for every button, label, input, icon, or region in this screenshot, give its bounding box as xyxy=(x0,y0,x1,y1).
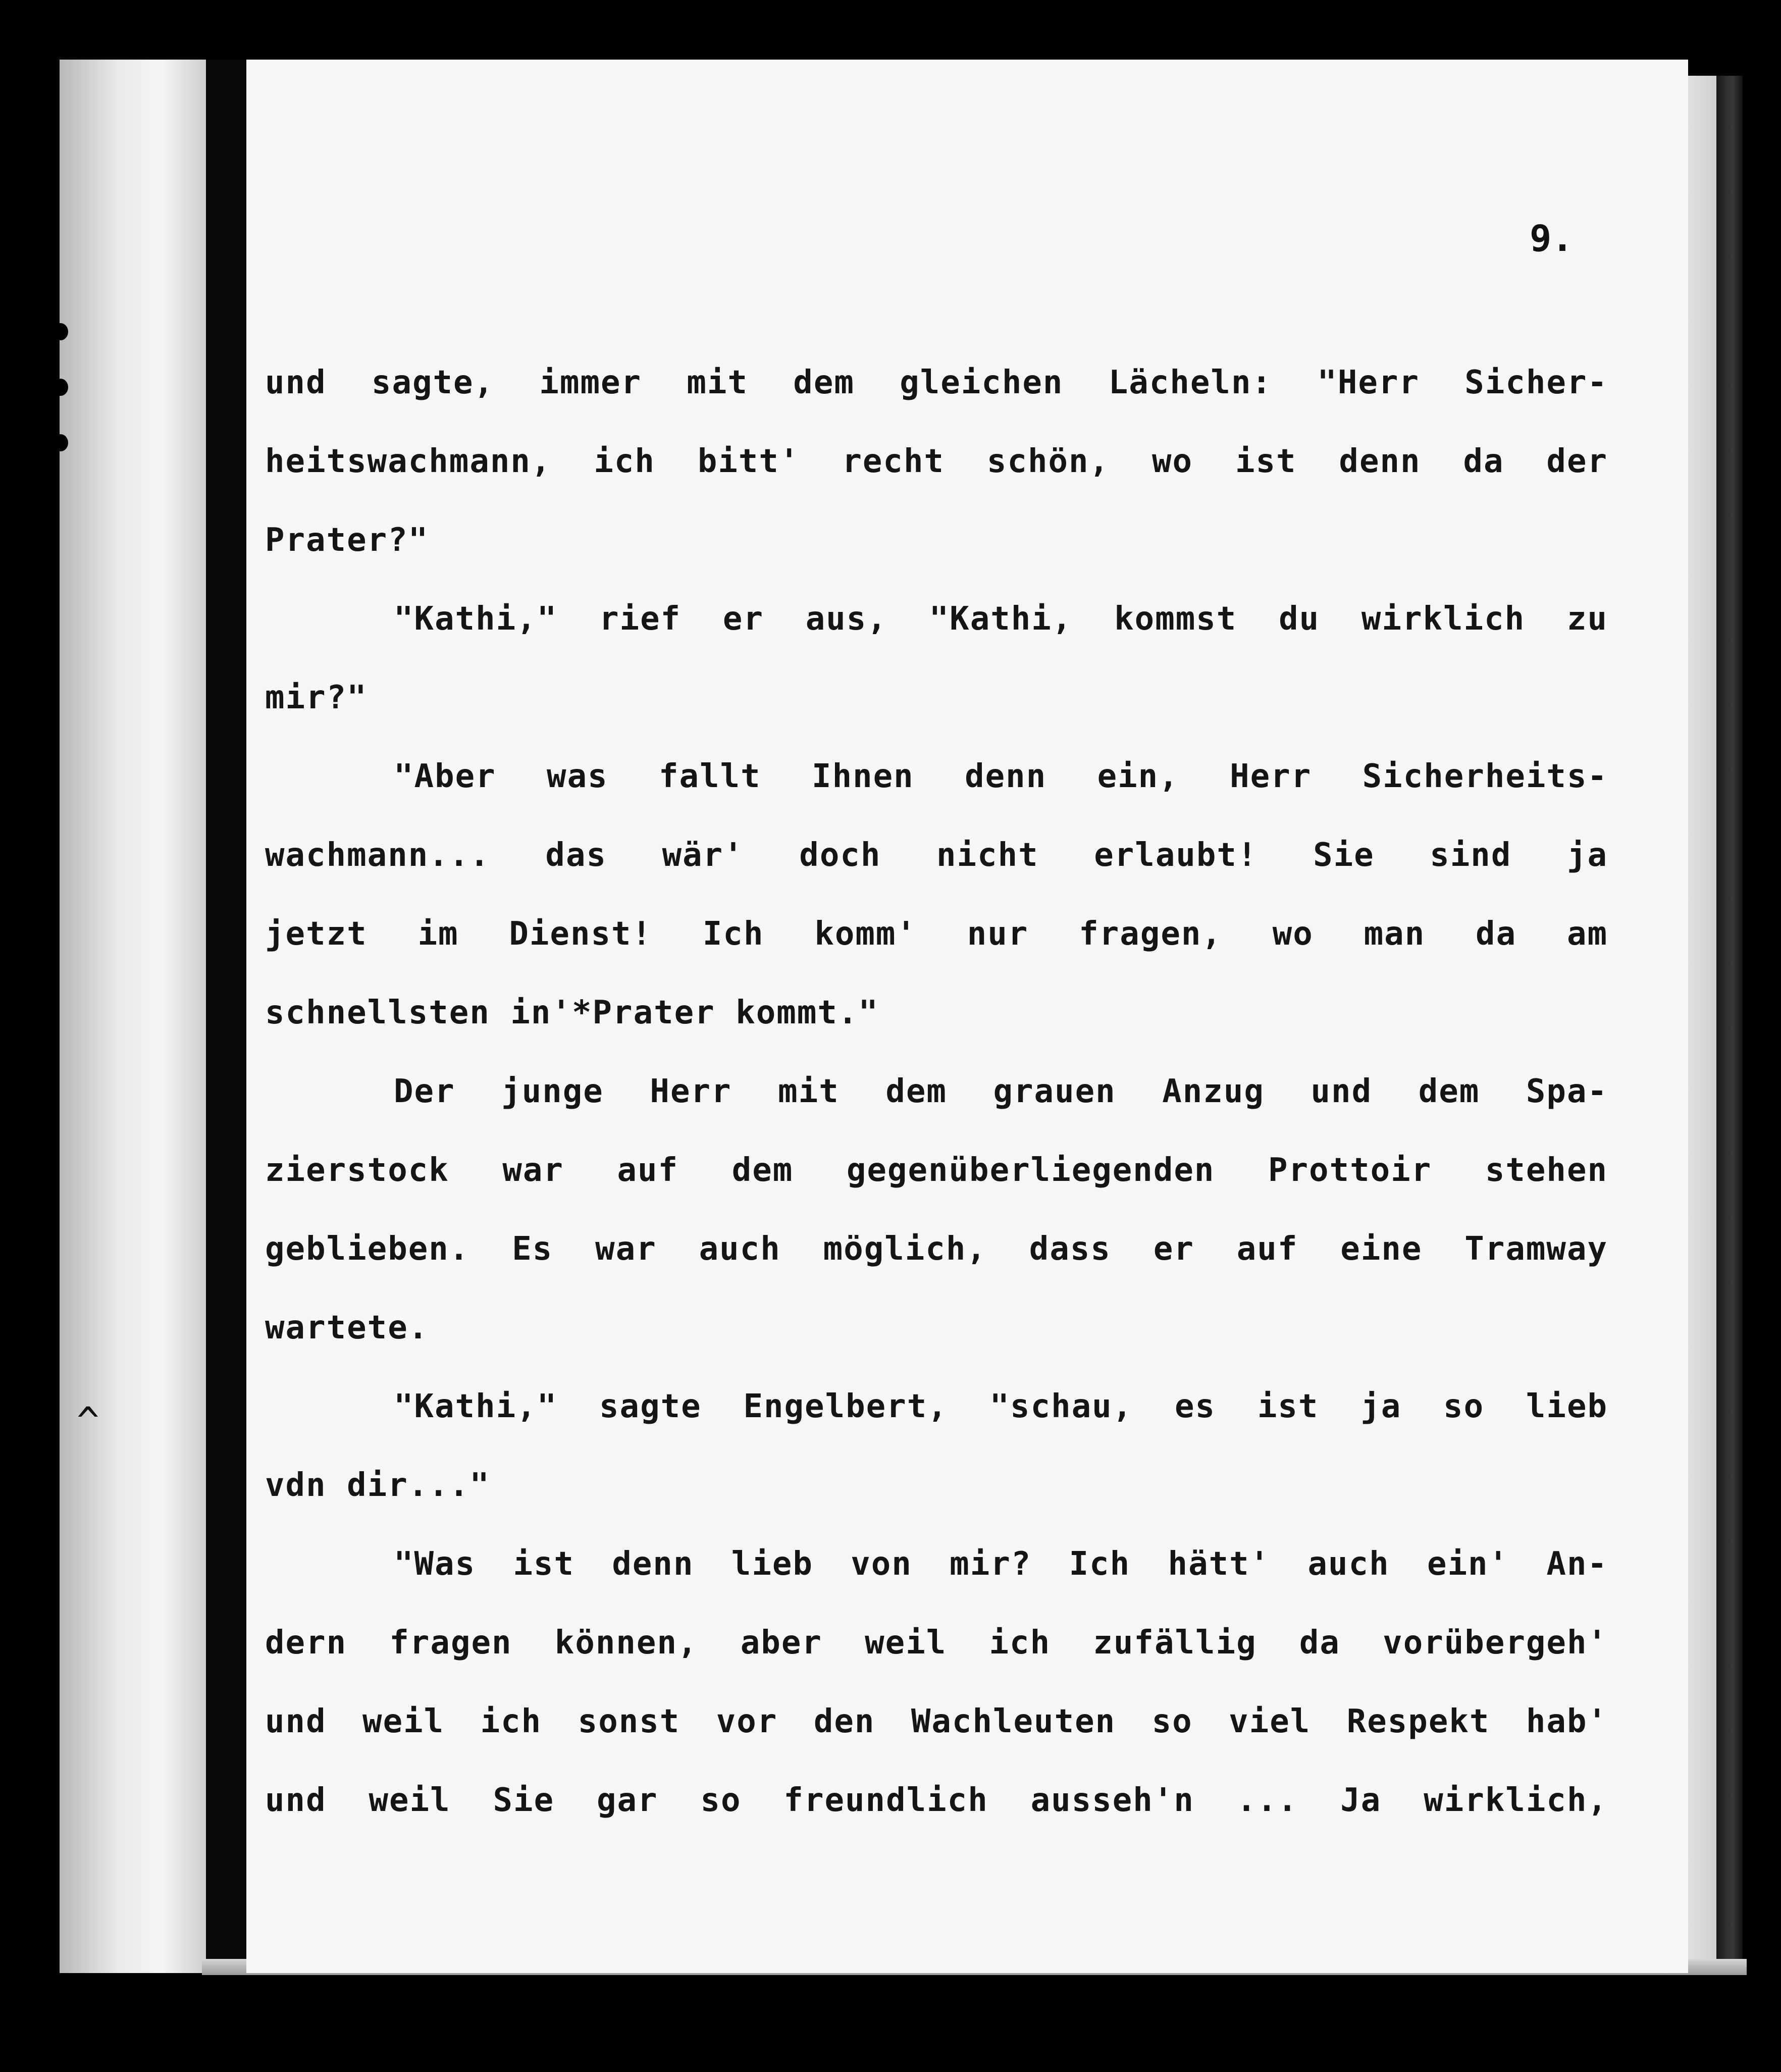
text-line: wartete. xyxy=(265,1309,429,1346)
page-number: 9. xyxy=(1530,217,1574,260)
margin-mark: ^ xyxy=(77,1400,99,1443)
text-line: "Was ist denn lieb von mir? Ich hätt' auch ein' An- xyxy=(394,1545,1608,1583)
text-line: mir?" xyxy=(265,679,368,716)
text-line: "Kathi," sagte Engelbert, "schau, es ist ja so lieb xyxy=(394,1388,1608,1425)
page-edge-right-dark xyxy=(1716,76,1743,1964)
text-line: geblieben. Es war auch möglich, dass er auf eine Tramway xyxy=(265,1230,1608,1268)
text-line: heitswachmann, ich bitt' recht schön, wo ist denn da der xyxy=(265,443,1608,480)
text-line: schnellsten in'*Prater kommt." xyxy=(265,994,879,1031)
text-line: jetzt im Dienst! Ich komm' nur fragen, wo man da am xyxy=(265,915,1608,953)
text-line: und weil ich sonst vor den Wachleuten so viel Respekt hab' xyxy=(265,1703,1608,1740)
text-line: und weil Sie gar so freundlich ausseh'n ... Ja wirklich, xyxy=(265,1782,1608,1819)
text-line: "Aber was fallt Ihnen denn ein, Herr Sicherheits- xyxy=(394,758,1608,795)
text-line: zierstock war auf dem gegenüberliegenden Prottoir stehen xyxy=(265,1152,1608,1189)
text-line: Prater?" xyxy=(265,522,429,559)
text-line: Der junge Herr mit dem grauen Anzug und dem Spa- xyxy=(394,1073,1608,1110)
page-edge-right xyxy=(1686,76,1716,1964)
underlying-page-strip xyxy=(60,60,206,1973)
binding-holes xyxy=(53,323,73,454)
body-text xyxy=(265,343,1608,1840)
text-line: vdn dir..." xyxy=(265,1467,490,1504)
text-line: und sagte, immer mit dem gleichen Lächeln: "Herr Sicher- xyxy=(265,364,1608,401)
text-line: wachmann... das wär' doch nicht erlaubt! Sie sind ja xyxy=(265,837,1608,874)
text-line: "Kathi," rief er aus, "Kathi, kommst du wirklich zu xyxy=(394,600,1608,638)
text-line: dern fragen können, aber weil ich zufällig da vorübergeh' xyxy=(265,1624,1608,1662)
binding-edge xyxy=(206,60,246,1973)
